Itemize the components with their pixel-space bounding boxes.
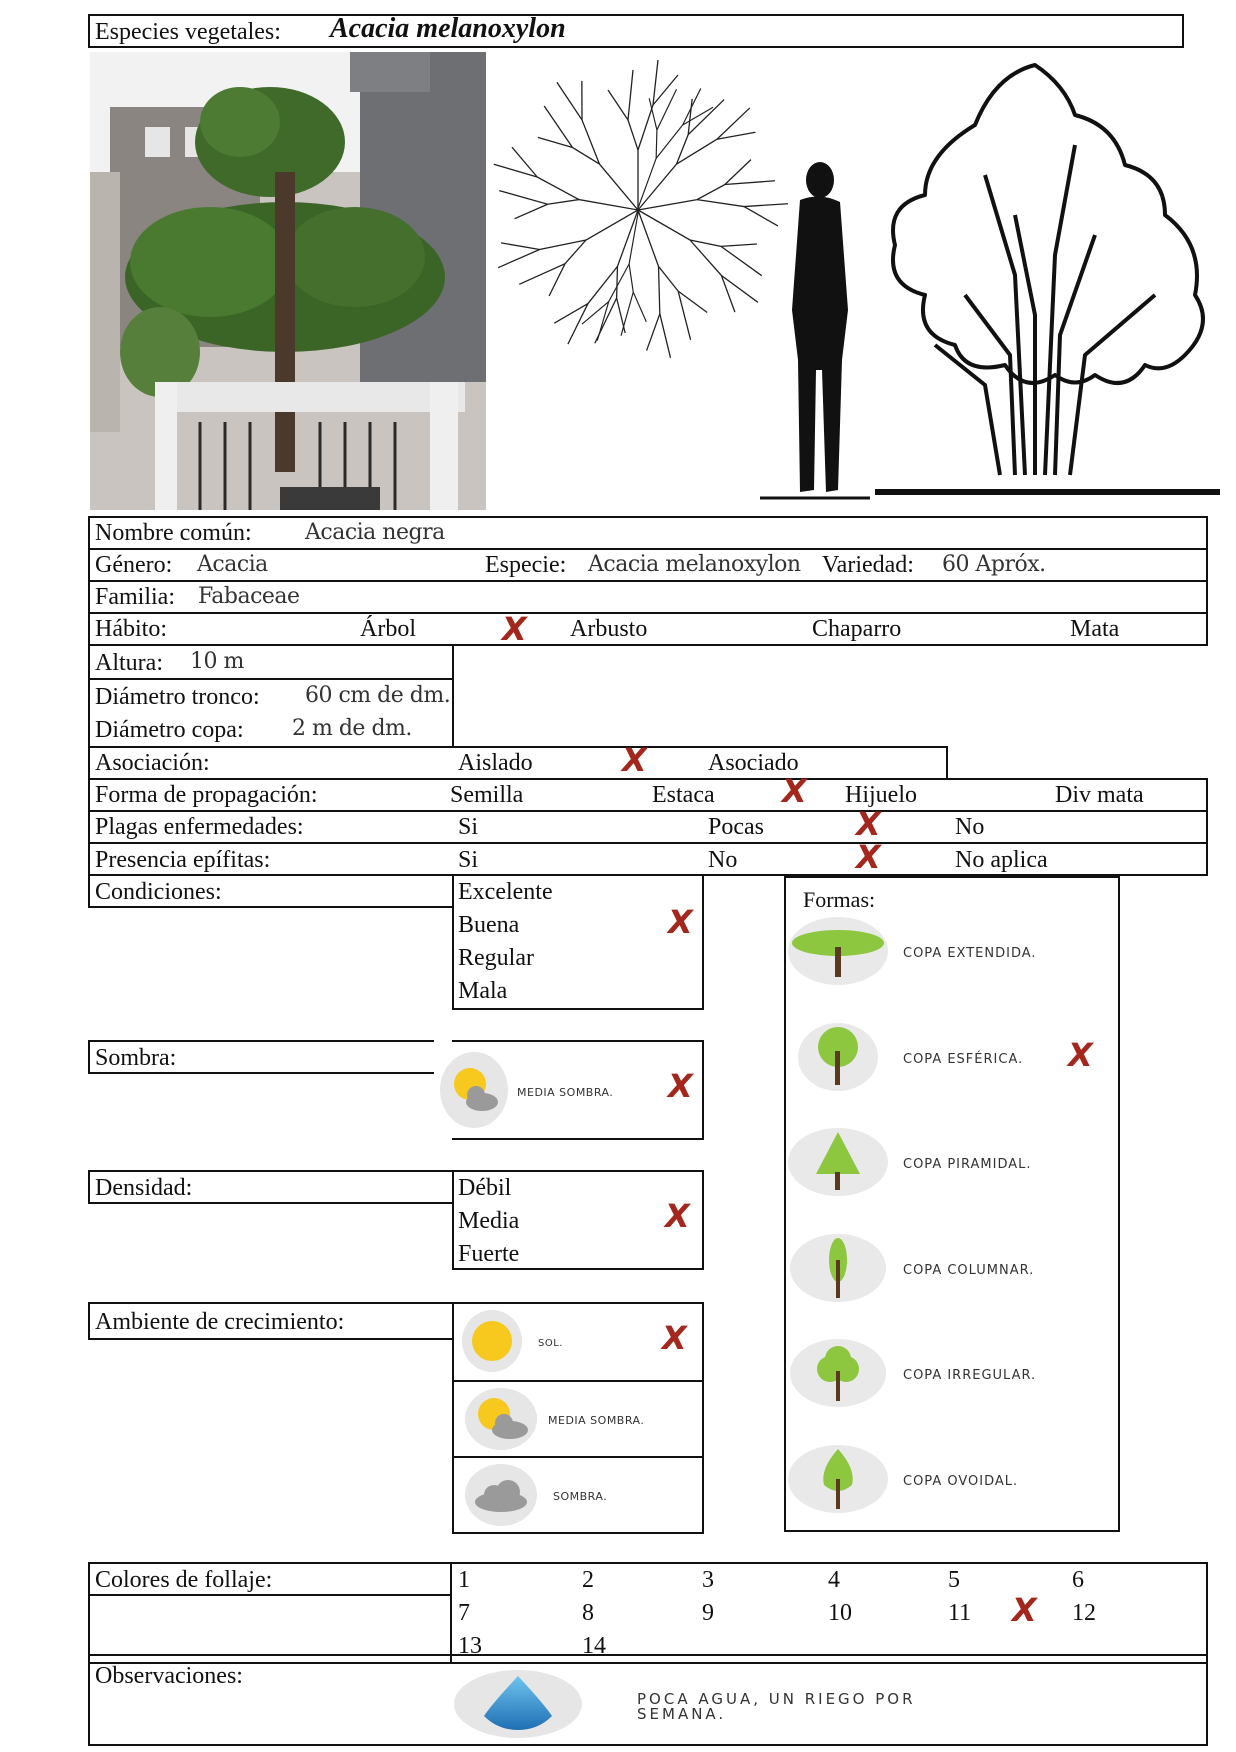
propagacion-opt-hijuelo: Hijuelo (845, 782, 917, 808)
asociacion-opt-asociado: Asociado (708, 750, 799, 776)
color-1: 1 (458, 1567, 470, 1593)
especie-value: Acacia melanoxylon (588, 552, 801, 577)
tree-photo (90, 52, 486, 510)
propagacion-mark: X (782, 772, 807, 810)
observaciones-label: Observaciones: (95, 1663, 243, 1689)
water-drop-icon (452, 1668, 584, 1740)
habito-opt-arbusto: Arbusto (570, 616, 648, 642)
copa-extendida-icon (786, 915, 890, 987)
copa-irregular-icon (786, 1337, 890, 1409)
sun-icon (460, 1308, 524, 1374)
altura-label: Altura: (95, 650, 163, 676)
variedad-label: Variedad: (822, 552, 914, 578)
plagas-mark: X (856, 805, 881, 843)
epifitas-mark: X (856, 838, 881, 876)
ambiente-label: Ambiente de crecimiento: (95, 1309, 345, 1335)
observaciones-text-2: SEMANA. (637, 1705, 727, 1723)
ambiente-media-sombra-label: MEDIA SOMBRA. (548, 1414, 645, 1427)
sombra-mark: X (668, 1067, 693, 1105)
color-6: 6 (1072, 1567, 1084, 1593)
colores-label-underline (88, 1594, 452, 1596)
color-5: 5 (948, 1567, 960, 1593)
propagacion-opt-estaca: Estaca (652, 782, 715, 808)
plagas-opt-no: No (955, 814, 985, 840)
densidad-label: Densidad: (95, 1175, 193, 1201)
color-8: 8 (582, 1600, 594, 1626)
media-sombra-icon (438, 1050, 510, 1130)
asociacion-label: Asociación: (95, 750, 210, 776)
sombra-icon-label: MEDIA SOMBRA. (517, 1086, 614, 1099)
partly-cloudy-icon (464, 1386, 538, 1452)
copa-ovoidal-label: COPA OVOIDAL. (903, 1474, 1019, 1489)
diam-copa-value: 2 m de dm. (292, 716, 412, 741)
color-2: 2 (582, 1567, 594, 1593)
color-7: 7 (458, 1600, 470, 1626)
header-label: Especies vegetales: (95, 19, 281, 45)
asociacion-opt-aislado: Aislado (458, 750, 533, 776)
copa-piramidal-icon (786, 1126, 890, 1198)
copa-extendida-label: COPA EXTENDIDA. (903, 946, 1037, 961)
condiciones-opt-buena: Buena (458, 912, 520, 938)
colores-divider (450, 1562, 452, 1664)
plagas-label: Plagas enfermedades: (95, 814, 304, 840)
tree-elevation-drawing (865, 55, 1225, 505)
habito-label: Hábito: (95, 616, 167, 642)
colores-label: Colores de follaje: (95, 1567, 273, 1593)
condiciones-label: Condiciones: (95, 879, 222, 905)
propagacion-opt-div-mata: Div mata (1055, 782, 1144, 808)
color-3: 3 (702, 1567, 714, 1593)
familia-label: Familia: (95, 584, 175, 610)
color-12: 12 (1072, 1600, 1096, 1626)
copa-piramidal-label: COPA PIRAMIDAL. (903, 1157, 1032, 1172)
copa-esferica-label: COPA ESFÉRICA. (903, 1052, 1024, 1067)
condiciones-mark: X (668, 903, 693, 941)
observaciones-text-1: POCA AGUA, UN RIEGO POR (637, 1690, 916, 1708)
plagas-opt-pocas: Pocas (708, 814, 764, 840)
sombra-label: Sombra: (95, 1045, 177, 1071)
densidad-opt-media: Media (458, 1208, 520, 1234)
diam-tronco-value: 60 cm de dm. (305, 683, 451, 708)
cloud-icon (464, 1462, 538, 1528)
ambiente-divider-1 (452, 1380, 704, 1382)
formas-label: Formas: (803, 887, 876, 912)
nombre-comun-value: Acacia negra (305, 520, 445, 545)
epifitas-label: Presencia epífitas: (95, 847, 271, 873)
propagacion-opt-semilla: Semilla (450, 782, 524, 808)
habito-opt-arbol: Árbol (360, 616, 416, 642)
nombre-comun-label: Nombre común: (95, 520, 252, 546)
copa-esferica-icon (786, 1021, 890, 1093)
tree-plan-drawing (488, 50, 788, 380)
formas-mark: X (1068, 1036, 1093, 1074)
condiciones-opt-excelente: Excelente (458, 879, 553, 905)
especie-label: Especie: (485, 552, 567, 578)
copa-ovoidal-icon (786, 1443, 890, 1515)
genero-value: Acacia (197, 552, 268, 577)
densidad-opt-fuerte: Fuerte (458, 1241, 520, 1267)
color-14: 14 (582, 1633, 606, 1659)
color-11: 11 (948, 1600, 972, 1626)
row-nombre-comun (88, 516, 1208, 550)
propagacion-label: Forma de propagación: (95, 782, 318, 808)
ambiente-mark: X (662, 1319, 687, 1357)
epifitas-opt-si: Si (458, 847, 479, 873)
familia-value: Fabaceae (198, 584, 300, 609)
colores-mark: X (1012, 1591, 1037, 1629)
copa-irregular-label: COPA IRREGULAR. (903, 1368, 1037, 1383)
diam-tronco-label: Diámetro tronco: (95, 684, 260, 710)
asociacion-mark: X (622, 741, 647, 779)
plagas-opt-si: Si (458, 814, 479, 840)
habito-opt-mata: Mata (1070, 616, 1120, 642)
human-scale-figure (760, 160, 870, 505)
altura-value: 10 m (190, 649, 244, 674)
color-13: 13 (458, 1633, 482, 1659)
epifitas-opt-no: No (708, 847, 738, 873)
color-4: 4 (828, 1567, 840, 1593)
ambiente-sol-label: SOL. (538, 1338, 563, 1349)
color-10: 10 (828, 1600, 852, 1626)
habito-mark: X (502, 610, 527, 648)
densidad-opt-debil: Débil (458, 1175, 512, 1201)
copa-columnar-label: COPA COLUMNAR. (903, 1263, 1035, 1278)
row-habito (88, 612, 1208, 646)
color-9: 9 (702, 1600, 714, 1626)
diam-copa-label: Diámetro copa: (95, 717, 244, 743)
species-title: Acacia melanoxylon (330, 13, 566, 44)
genero-label: Género: (95, 552, 173, 578)
ambiente-sombra-label: SOMBRA. (553, 1490, 608, 1503)
epifitas-opt-no-aplica: No aplica (955, 847, 1048, 873)
habito-opt-chaparro: Chaparro (812, 616, 902, 642)
condiciones-opt-mala: Mala (458, 978, 508, 1004)
ambiente-divider-2 (452, 1456, 704, 1458)
condiciones-opt-regular: Regular (458, 945, 534, 971)
copa-columnar-icon (786, 1232, 890, 1304)
variedad-value: 60 Apróx. (942, 552, 1046, 577)
densidad-mark: X (665, 1197, 690, 1235)
altura-underline (88, 678, 454, 680)
